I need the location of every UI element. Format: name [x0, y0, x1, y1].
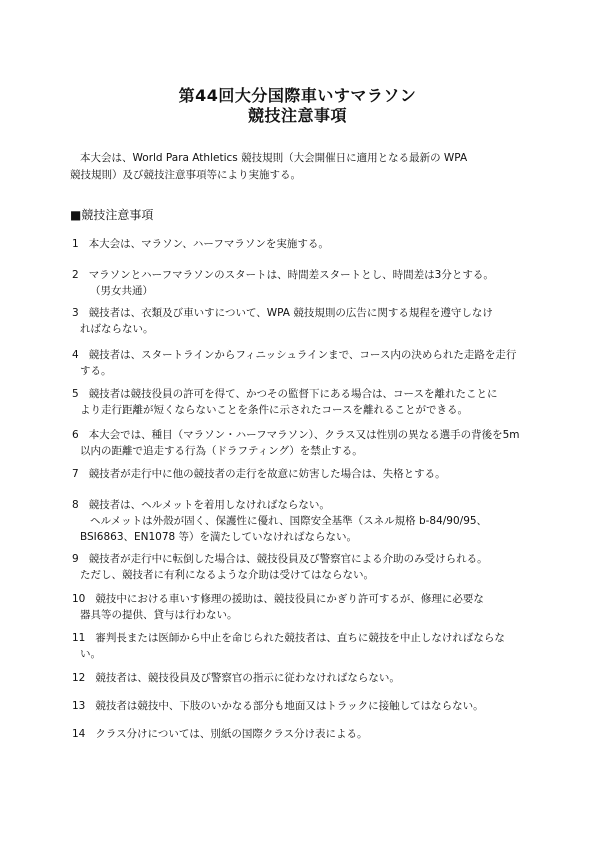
list-item	[72, 305, 552, 337]
item-text: 競技者は、スタートラインからフィニッシュラインまで、コース内の決められた走路を走行	[88, 349, 517, 361]
list-item	[72, 670, 552, 686]
item-number: 3	[72, 307, 79, 319]
item-text: 競技者は競技中、下肢のいかなる部分も地面又はトラックに接触してはならない。	[95, 700, 484, 712]
item-text: クラス分けについては、別紙の国際クラス分け表による。	[95, 728, 368, 740]
item-text: する。	[80, 365, 112, 377]
item-text: 競技者が走行中に他の競技者の走行を故意に妨害した場合は、失格とする。	[88, 468, 446, 480]
item-text: 競技者は競技役員の許可を得て、かつその監督下にある場合は、コースを離れたことに	[88, 388, 498, 400]
list-item	[72, 497, 552, 545]
item-text: ヘルメットは外殻が固く、保護性に優れ、国際安全基準（スネル規格 b-84/90/95、	[90, 515, 488, 527]
item-text: BSI6863、EN1078 等）を満たしていなければならない。	[80, 531, 358, 543]
list-item	[72, 466, 552, 482]
list-item	[72, 347, 552, 379]
list-item	[72, 267, 552, 299]
list-item	[72, 591, 552, 623]
item-text: 競技者は、ヘルメットを着用しなければならない。	[88, 499, 330, 511]
item-number: 7	[72, 468, 79, 480]
item-text: マラソンとハーフマラソンのスタートは、時間差スタートとし、時間差は3分とする。	[88, 269, 494, 281]
item-text: ただし、競技者に有利になるような介助は受けてはならない。	[80, 569, 374, 581]
item-text: 競技者は、競技役員及び警察官の指示に従わなければならない。	[95, 672, 400, 684]
item-text: 本大会では、種目（マラソン・ハーフマラソン）、クラス又は性別の異なる選手の背後を5m	[88, 429, 520, 441]
intro-line: 競技規則）及び競技注意事項等により実施する。	[70, 169, 301, 181]
item-text: 本大会は、マラソン、ハーフマラソンを実施する。	[88, 238, 329, 250]
section-heading: ■競技注意事項	[70, 208, 154, 222]
item-text: 審判長または医師から中止を命じられた競技者は、直ちに競技を中止しなければならな	[95, 632, 505, 644]
list-item	[72, 726, 552, 742]
item-number: 6	[72, 429, 79, 441]
item-text: より走行距離が短くならないことを条件に示されたコースを離れることができる。	[80, 404, 468, 416]
document-subtitle: 競技注意事項	[247, 106, 347, 125]
document-title: 第44回大分国際車いすマラソン	[178, 86, 417, 105]
item-text: 以内の距離で追走する行為（ドラフティング）を禁止する。	[80, 445, 363, 457]
item-text: 競技者が走行中に転倒した場合は、競技役員及び警察官による介助のみ受けられる。	[88, 553, 488, 565]
item-text: 競技中における車いす修理の援助は、競技役員にかぎり許可するが、修理に必要な	[95, 593, 484, 605]
item-number: 4	[72, 349, 79, 361]
list-item	[72, 551, 552, 583]
list-item	[72, 236, 552, 252]
item-number: 2	[72, 269, 79, 281]
item-number: 13	[72, 700, 86, 712]
list-item	[72, 386, 552, 418]
item-number: 12	[72, 672, 86, 684]
intro-paragraph	[70, 150, 540, 184]
item-text: ればならない。	[80, 323, 154, 335]
item-text: 競技者は、衣類及び車いすについて、WPA 競技規則の広告に関する規程を遵守しなけ	[88, 307, 493, 319]
item-number: 11	[72, 632, 86, 644]
item-number: 5	[72, 388, 79, 400]
item-text: 器具等の提供、貸与は行わない。	[80, 609, 238, 621]
item-text: い。	[80, 648, 101, 660]
intro-line: 本大会は、World Para Athletics 競技規則（大会開催日に適用となる最新の WPA	[80, 152, 468, 164]
item-number: 8	[72, 499, 79, 511]
list-item	[72, 698, 552, 714]
list-item	[72, 630, 552, 662]
item-number: 14	[72, 728, 86, 740]
list-item	[72, 427, 552, 459]
item-number: 10	[72, 593, 86, 605]
item-number: 9	[72, 553, 79, 565]
item-text: （男女共通）	[90, 285, 153, 297]
item-number: 1	[72, 238, 79, 250]
